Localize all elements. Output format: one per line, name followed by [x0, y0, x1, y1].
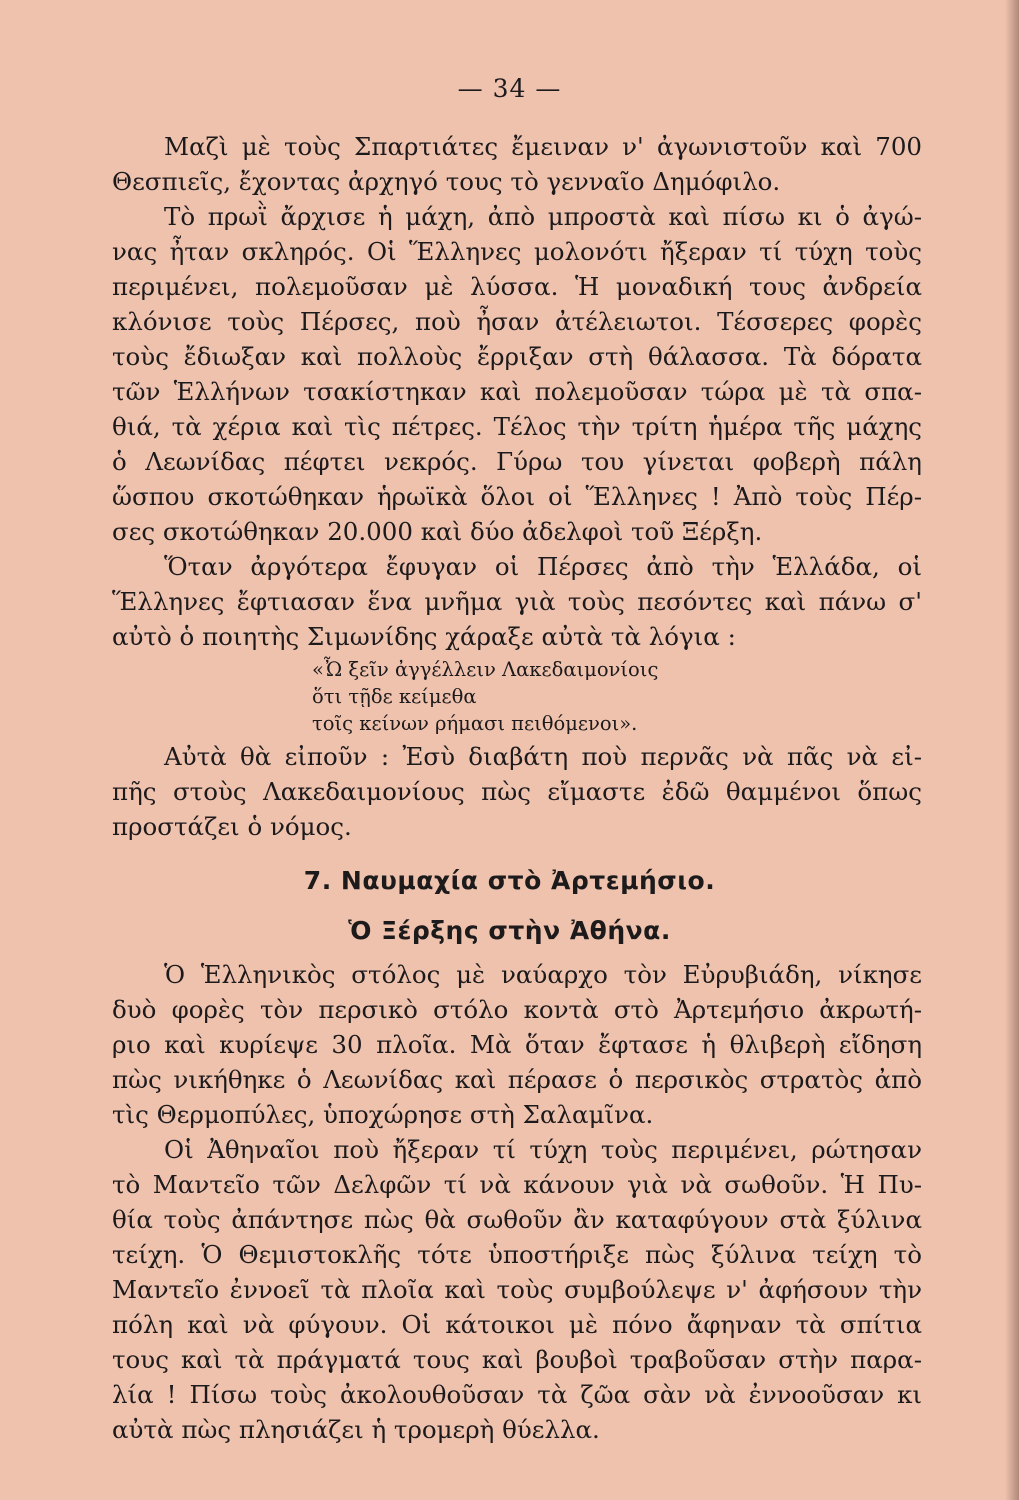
- page-number: — 34 —: [457, 74, 562, 103]
- text-line: Μαντεῖο ἐννοεῖ τὰ πλοῖα καὶ τοὺς συμβούλεψε ν' ἀφήσουν τὴν: [112, 1275, 922, 1304]
- text-line: τοὺς ἔδιωξαν καὶ πολλοὺς ἔρριξαν στὴ θάλασσα. Τὰ δόρατα: [112, 342, 922, 371]
- epigram-line: τοῖς κείνων ρήμασι πειθόμενοι».: [312, 712, 638, 735]
- text-line: θιά, τὰ χέρια καὶ τὶς πέτρες. Τέλος τὴν τρίτη ἡμέρα τῆς μάχης: [112, 412, 922, 441]
- text-line: Μαζὶ μὲ τοὺς Σπαρτιάτες ἔμειναν ν' ἀγωνιστοῦν καὶ 700: [164, 132, 922, 161]
- text-line: σες σκοτώθηκαν 20.000 καὶ δύο ἀδελφοὶ τοῦ Ξέρξη.: [112, 517, 763, 546]
- section-heading-title: 7. Ναυμαχία στὸ Ἀρτεμήσιο.: [303, 866, 716, 895]
- text-line: ριο καὶ κυρίεψε 30 πλοῖα. Μὰ ὅταν ἔφτασε ἡ θλιβερὴ εἴδηση: [112, 1030, 922, 1059]
- text-line: Ὁ Ἑλληνικὸς στόλος μὲ ναύαρχο τὸν Εὐρυβιάδη, νίκησε: [164, 960, 922, 989]
- text-line: αὐτὸ ὁ ποιητὴς Σιμωνίδης χάραξε αὐτὰ τὰ λόγια :: [112, 622, 736, 651]
- text-line: ὁ Λεωνίδας πέφτει νεκρός. Γύρω του γίνεται φοβερὴ πάλη: [112, 447, 922, 476]
- text-line: Τὸ πρωῒ ἄρχισε ἡ μάχη, ἀπὸ μπροστὰ καὶ πίσω κι ὁ ἀγώ-: [164, 202, 922, 231]
- text-line: δυὸ φορὲς τὸν περσικὸ στόλο κοντὰ στὸ Ἀρτεμήσιο ἀκρωτή-: [112, 995, 922, 1024]
- text-line: τους καὶ τὰ πράγματά τους καὶ βουβοὶ τραβοῦσαν στὴν παρα-: [112, 1345, 922, 1374]
- text-line: τὶς Θερμοπύλες, ὑποχώρησε στὴ Σαλαμῖνα.: [112, 1100, 654, 1129]
- text-line: τείχη. Ὁ Θεμιστοκλῆς τότε ὑποστήριξε πὼς ξύλινα τείχη τὸ: [112, 1240, 922, 1269]
- text-line: τῶν Ἑλλήνων τσακίστηκαν καὶ πολεμοῦσαν τώρα μὲ τὰ σπα-: [112, 377, 922, 406]
- text-line: πόλη καὶ νὰ φύγουν. Οἱ κάτοικοι μὲ πόνο ἄφηναν τὰ σπίτια: [112, 1310, 922, 1339]
- epigram-line: ὅτι τῇδε κείμεθα: [312, 685, 477, 708]
- text-line: κλόνισε τοὺς Πέρσες, ποὺ ἦσαν ἀτέλειωτοι. Τέσσερες φορὲς: [112, 307, 922, 336]
- text-line: περιμένει, πολεμοῦσαν μὲ λύσσα. Ἡ μοναδική τους ἀνδρεία: [112, 272, 922, 301]
- text-line: νας ἦταν σκληρός. Οἱ Ἕλληνες μολονότι ἤξεραν τί τύχη τοὺς: [112, 237, 922, 266]
- text-line: αὐτὰ πὼς πλησιάζει ἡ τρομερὴ θύελλα.: [112, 1415, 600, 1444]
- text-line: θία τοὺς ἀπάντησε πὼς θὰ σωθοῦν ἂν καταφύγουν στὰ ξύλινα: [112, 1205, 922, 1234]
- text-line: Οἱ Ἀθηναῖοι ποὺ ἤξεραν τί τύχη τοὺς περιμένει, ρώτησαν: [164, 1135, 922, 1164]
- text-line: λία ! Πίσω τοὺς ἀκολουθοῦσαν τὰ ζῶα σὰν νὰ ἐννοοῦσαν κι: [112, 1380, 922, 1409]
- text-line: πῆς στοὺς Λακεδαιμονίους πὼς εἴμαστε ἐδῶ θαμμένοι ὅπως: [112, 777, 922, 806]
- epigram-line: «Ὦ ξεῖν ἀγγέλλειν Λακεδαιμονίοις: [312, 658, 659, 681]
- text-line: τὸ Μαντεῖο τῶν Δελφῶν τί νὰ κάνουν γιὰ νὰ σωθοῦν. Ἡ Πυ-: [112, 1170, 922, 1199]
- text-line: προστάζει ὁ νόμος.: [112, 812, 352, 841]
- text-line: Ὅταν ἀργότερα ἔφυγαν οἱ Πέρσες ἀπὸ τὴν Ἑλλάδα, οἱ: [164, 552, 922, 581]
- section-heading-subtitle: Ὁ Ξέρξης στὴν Ἀθήνα.: [348, 916, 671, 945]
- text-line: Θεσπιεῖς, ἔχοντας ἀρχηγό τους τὸ γενναῖο Δημόφιλο.: [112, 167, 781, 196]
- text-line: Αὐτὰ θὰ εἰποῦν : Ἐσὺ διαβάτη ποὺ περνᾶς νὰ πᾶς νὰ εἰ-: [164, 742, 922, 771]
- text-line: πὼς νικήθηκε ὁ Λεωνίδας καὶ πέρασε ὁ περσικὸς στρατὸς ἀπὸ: [112, 1065, 922, 1094]
- page-edge-shadow: [1005, 0, 1019, 1500]
- text-line: ὥσπου σκοτώθηκαν ἡρωϊκὰ ὅλοι οἱ Ἕλληνες ! Ἀπὸ τοὺς Πέρ-: [112, 482, 922, 511]
- text-line: Ἕλληνες ἔφτιασαν ἕνα μνῆμα γιὰ τοὺς πεσόντες καὶ πάνω σ': [112, 587, 922, 616]
